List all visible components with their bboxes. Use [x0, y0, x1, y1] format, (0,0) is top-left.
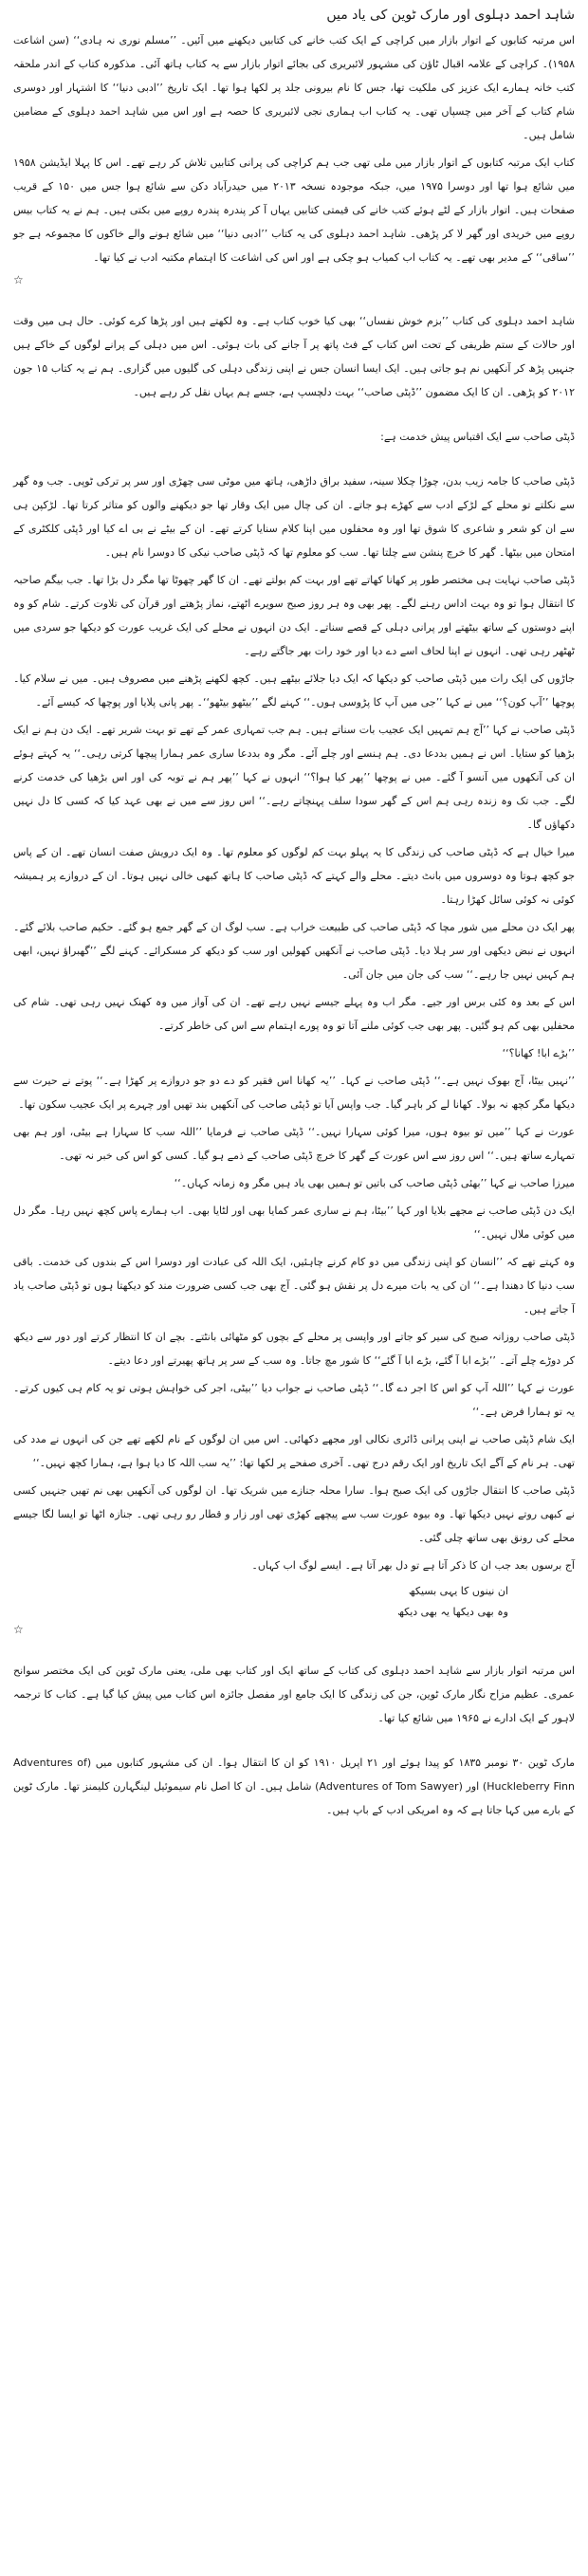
- star-separator: ☆: [13, 273, 24, 286]
- paragraph: میرا خیال ہے کہ ڈپٹی صاحب کی زندگی کا یہ پہلو بہت کم لوگوں کو معلوم تھا۔ وہ ایک درویش صفت انسان تھے۔ ان کے پاس جو کچھ ہوتا وہ دوسروں میں بانٹ دیتے۔ محلے والے کہتے کہ ڈپٹی صاحب کا ہاتھ کبھی خالی نہیں ہوتا۔ ان کے دروازے پر ہمیشہ کوئی نہ کوئی سائل کھڑا رہتا۔: [13, 846, 575, 906]
- paragraph: شاہد احمد دہلوی کی کتاب ’’بزم خوش نفساں‘‘ بھی کیا خوب کتاب ہے۔ وہ لکھتے ہیں اور پڑھا کرے کوئی۔ حال ہی میں وقت اور حالات کے ستم ظریفی کے تحت اس کتاب کے فٹ پاتھ پر آ جانے کی بات ہوئی۔ اس میں دہلی کے پرانے لوگوں کے خاکے ہیں جنہیں پڑھ کر آنکھیں نم ہو جاتی ہیں۔ ایک ایسا انسان جس نے اپنی زندگی دہلی کی گلیوں میں گزاری۔ ہم نے یہ کتاب ۱۵ جون ۲۰۱۲ کو پڑھی۔ ان کا ایک مضمون ’’ڈپٹی صاحب‘‘ بہت دلچسپ ہے، جسے ہم یہاں نقل کر رہے ہیں۔: [13, 315, 575, 398]
- paragraph: ایک دن ڈپٹی صاحب نے مجھے بلایا اور کہا ’’بیٹا، ہم نے ساری عمر کمایا بھی اور لٹایا بھی۔ اب ہمارے پاس کچھ نہیں رہا۔ مگر دل میں کوئی ملال نہیں۔‘‘: [13, 1205, 575, 1241]
- paragraph: ڈپٹی صاحب نے کہا ’’آج ہم تمہیں ایک عجیب بات سناتے ہیں۔ ہم جب تمہاری عمر کے تھے تو بہت شریر تھے۔ ایک دن ہم نے ایک بڑھیا کو ستایا۔ اس نے ہمیں بددعا دی۔ ہم ہنسے اور چلے آئے۔ مگر وہ بددعا ساری عمر ہمارا پیچھا کرتی رہی۔‘‘ یہ کہتے ہوئے ان کی آنکھوں میں آنسو آ گئے۔ میں نے پوچھا ’’پھر کیا ہوا؟‘‘ انہوں نے کہا ’’پھر ہم نے توبہ کی اور اس بڑھیا کی خدمت کرنے لگے۔ جب تک وہ زندہ رہی ہم اس کے گھر سودا سلف پہنچاتے رہے۔‘‘ اس روز سے میں نے بھی عہد کیا کہ کسی کا دل نہیں دکھاؤں گا۔: [13, 724, 575, 831]
- paragraph: اس مرتبہ اتوار بازار سے شاہد احمد دہلوی کی کتاب کے ساتھ ایک اور کتاب بھی ملی، یعنی مارک ٹوین کی ایک مختصر سوانح عمری۔ عظیم مزاح نگار مارک ٹوین، جن کی زندگی کا ایک جامع اور مفصل جائزہ اس کتاب میں پیش کیا گیا ہے۔ کتاب کا ترجمہ لاہور کے ایک ادارے نے ۱۹۶۵ میں شائع کیا تھا۔: [13, 1665, 575, 1724]
- paragraph: آج برسوں بعد جب ان کا ذکر آتا ہے تو دل بھر آتا ہے۔ ایسے لوگ اب کہاں۔: [251, 1559, 575, 1572]
- paragraph: اس مرتبہ کتابوں کے اتوار بازار میں کراچی کے ایک کتب خانے کی کتابیں دیکھنے میں آئیں۔ ’’مسلم نوری نہ ہادی‘‘ (سن اشاعت ۱۹۵۸)۔ کراچی کے علامہ اقبال ٹاؤن کی مشہور لائبریری کی بجائے اتوار بازار سے یہ کتاب ہاتھ آئی۔ مذکورہ کتاب کے اندر ملحقہ کتب خانہ ہمارے ایک عزیز کی ملکیت تھا، جس کا نام بیرونی جلد پر لکھا ہوا تھا۔ ایک تاریخ ’’ادبی دنیا‘‘ کا اشتہار اور دوسری شام کتاب کے آخر میں چسپاں تھی۔ یہ کتاب اب ہماری نجی لائبریری کا حصہ ہے اور اس میں شاہد احمد دہلوی کے مضامین شامل ہیں۔: [13, 34, 575, 141]
- paragraph: مارک ٹوین ۳۰ نومبر ۱۸۳۵ کو پیدا ہوئے اور ۲۱ اپریل ۱۹۱۰ کو ان کا انتقال ہوا۔ ان کی مشہور کتابوں میں (Adventures of Huckleberry Finn) اور (Adventures of Tom Sawyer) شامل ہیں۔ ان کا اصل نام سیموئیل لینگہارن کلیمنز تھا۔ مارک ٹوین کے بارے میں کہا جاتا ہے کہ وہ امریکی ادب کے باپ ہیں۔: [13, 1757, 576, 1816]
- paragraph: ایک شام ڈپٹی صاحب نے اپنی پرانی ڈائری نکالی اور مجھے دکھائی۔ اس میں ان لوگوں کے نام لکھے تھے جن کی انہوں نے مدد کی تھی۔ ہر نام کے آگے ایک تاریخ اور ایک رقم درج تھی۔ آخری صفحے پر لکھا تھا: ’’یہ سب اللہ کا دیا ہوا ہے، ہمارا کچھ نہیں۔‘‘: [13, 1433, 575, 1469]
- paragraph: کتاب ایک مرتبہ کتابوں کے اتوار بازار میں ملی تھی جب ہم کراچی کی پرانی کتابیں تلاش کر رہے تھے۔ اس کا پہلا ایڈیشن ۱۹۵۸ میں شائع ہوا تھا اور دوسرا ۱۹۷۵ میں، جبکہ موجودہ نسخہ ۲۰۱۳ میں حیدرآباد دکن سے شائع ہوا جس میں ۱۵۰ کے قریب صفحات ہیں۔ اتوار بازار کے لٹے ہوئے کتب خانے کی قیمتی کتابیں یہاں آ کر پندرہ پندرہ روپے میں بکتی ہیں۔ ہم نے یہ کتاب بیس روپے میں خریدی اور گھر لا کر پڑھی۔ شاہد احمد دہلوی کی یہ کتاب ’’ادبی دنیا‘‘ میں شائع ہونے والے خاکوں کا مجموعہ ہے جو ’’ساقی‘‘ کے مدیر بھی تھے۔ یہ کتاب اب کمیاب ہو چکی ہے اور اس کی اشاعت کا اہتمام مکتبہ ادب نے کیا تھا۔: [13, 156, 575, 264]
- paragraph: اس کے بعد وہ کئی برس اور جیے۔ مگر اب وہ پہلے جیسے نہیں رہے تھے۔ ان کی آواز میں وہ کھنک نہیں رہی تھی۔ شام کی محفلیں بھی کم ہو گئیں۔ پھر بھی جب کوئی ملنے آتا تو وہ پورے اہتمام سے اس کی خاطر کرتے۔: [13, 996, 575, 1032]
- paragraph: پھر ایک دن محلے میں شور مچا کہ ڈپٹی صاحب کی طبیعت خراب ہے۔ سب لوگ ان کے گھر جمع ہو گئے۔ حکیم صاحب بلائے گئے۔ انہوں نے نبض دیکھی اور سر ہلا دیا۔ ڈپٹی صاحب نے آنکھیں کھولیں اور سب کو دیکھ کر مسکرائے۔ کہنے لگے ’’گھبراؤ نہیں، ابھی ہم کہیں نہیں جا رہے۔‘‘ سب کی جان میں جان آئی۔: [13, 921, 575, 981]
- paragraph: ڈپٹی صاحب کا جامہ زیب بدن، چوڑا چکلا سینہ، سفید براق داڑھی، ہاتھ میں موٹی سی چھڑی اور سر پر ترکی ٹوپی۔ جب وہ گھر سے نکلتے تو محلے کے لڑکے ادب سے کھڑے ہو جاتے۔ ان کی چال میں ایک وقار تھا جو دیکھنے والوں کو متاثر کرتا تھا۔ لڑکپن ہی سے ان کو شعر و شاعری کا شوق تھا اور وہ محفلوں میں اپنا کلام سنایا کرتے تھے۔ ان کے بیٹے نے بی اے کیا اور ڈپٹی کلکٹری کے امتحان میں بیٹھا۔ گھر کا خرچ پنشن سے چلتا تھا۔ سب کو معلوم تھا کہ ڈپٹی صاحب نیکی کا دوسرا نام ہیں۔: [13, 475, 575, 559]
- page-title: شاہد احمد دہلوی اور مارک ٹوین کی یاد میں: [326, 8, 575, 23]
- paragraph: جاڑوں کی ایک رات میں ڈپٹی صاحب کو دیکھا کہ ایک دیا جلائے بیٹھے ہیں۔ کچھ لکھنے پڑھنے میں مصروف ہیں۔ میں نے سلام کیا۔ پوچھا ’’آپ کون؟‘‘ میں نے کہا ’’جی میں آپ کا پڑوسی ہوں۔‘‘ کہنے لگے ’’بیٹھو بیٹھو‘‘۔ پھر پانی پلایا اور پوچھا کہ کیسے آئے۔: [13, 672, 575, 708]
- paragraph: وہ کہتے تھے کہ ’’انسان کو اپنی زندگی میں دو کام کرنے چاہئیں، ایک اللہ کی عبادت اور دوسرا اس کے بندوں کی خدمت۔ باقی سب دنیا کا دھندا ہے۔‘‘ ان کی یہ بات میرے دل پر نقش ہو گئی۔ آج بھی جب کسی ضرورت مند کو دیکھتا ہوں تو ڈپٹی صاحب یاد آ جاتے ہیں۔: [13, 1256, 575, 1316]
- paragraph: ڈپٹی صاحب روزانہ صبح کی سیر کو جاتے اور واپسی پر محلے کے بچوں کو مٹھائی بانٹتے۔ بچے ان کا انتظار کرتے اور دور سے دیکھ کر دوڑے چلے آتے۔ ’’بڑے ابا آ گئے، بڑے ابا آ گئے‘‘ کا شور مچ جاتا۔ وہ سب کے سر پر ہاتھ پھیرتے اور دعا دیتے۔: [13, 1331, 575, 1367]
- poem-verse: وہ بھی دیکھا یہ بھی دیکھ: [397, 1606, 508, 1618]
- paragraph: عورت نے کہا ’’اللہ آپ کو اس کا اجر دے گا۔‘‘ ڈپٹی صاحب نے جواب دیا ’’بیٹی، اجر کی خواہش ہوتی تو یہ کام ہی کیوں کرتے۔ یہ تو ہمارا فرض ہے۔‘‘: [13, 1382, 575, 1418]
- star-separator: ☆: [13, 1623, 24, 1636]
- paragraph: ’’نہیں بیٹا، آج بھوک نہیں ہے۔‘‘ ڈپٹی صاحب نے کہا۔ ’’یہ کھانا اس فقیر کو دے دو جو دروازے پر کھڑا ہے۔‘‘ پوتے نے حیرت سے دیکھا مگر کچھ نہ بولا۔ کھانا لے کر باہر گیا۔ جب واپس آیا تو ڈپٹی صاحب کی آنکھیں بند تھیں اور چہرے پر ایک عجیب سکون تھا۔: [13, 1075, 575, 1111]
- paragraph: عورت نے کہا ’’میں تو بیوہ ہوں، میرا کوئی سہارا نہیں۔‘‘ ڈپٹی صاحب نے فرمایا ’’اللہ سب کا سہارا ہے بیٹی، اور ہم بھی تمہارے ساتھ ہیں۔‘‘ اس روز سے اس عورت کے گھر کا خرچ ڈپٹی صاحب کے ذمے ہو گیا۔ کسی کو اس کی خبر نہ تھی۔: [13, 1126, 575, 1162]
- paragraph: ڈپٹی صاحب نہایت ہی مختصر طور پر کھانا کھاتے تھے اور بہت کم بولتے تھے۔ ان کا گھر چھوٹا تھا مگر دل بڑا تھا۔ جب بیگم صاحبہ کا انتقال ہوا تو وہ بہت اداس رہنے لگے۔ پھر بھی وہ ہر روز صبح سویرے اٹھتے، نماز پڑھتے اور قرآن کی تلاوت کرتے۔ شام کو وہ اپنے دوستوں کے ساتھ بیٹھتے اور پرانی دہلی کے قصے سناتے۔ ایک دن انہوں نے محلے کی ایک غریب عورت کو دیکھا جو سردی میں ٹھٹھر رہی تھی۔ انہوں نے اپنا لحاف اسے دے دیا اور خود رات بھر جاگتے رہے۔: [13, 574, 575, 657]
- paragraph: میرزا صاحب نے کہا ’’بھئی ڈپٹی صاحب کی باتیں تو ہمیں بھی یاد ہیں مگر وہ زمانہ کہاں۔‘‘: [174, 1177, 575, 1189]
- paragraph: ڈپٹی صاحب کا انتقال جاڑوں کی ایک صبح ہوا۔ سارا محلہ جنازے میں شریک تھا۔ ان لوگوں کی آنکھیں بھی نم تھیں جنہیں کسی نے کبھی روتے نہیں دیکھا تھا۔ وہ بیوہ عورت سب سے پیچھے کھڑی تھی اور زار و قطار رو رہی تھی۔ جنازہ اٹھا تو ایسا لگا جیسے محلے کی رونق بھی ساتھ چلی گئی۔: [13, 1484, 575, 1544]
- poem-verse: ان نینوں کا یہی بسیکھ: [408, 1585, 508, 1597]
- paragraph: ڈپٹی صاحب سے ایک اقتباس پیش خدمت ہے:: [380, 431, 575, 443]
- paragraph: ’’بڑے ابا! کھانا؟‘‘: [502, 1047, 575, 1059]
